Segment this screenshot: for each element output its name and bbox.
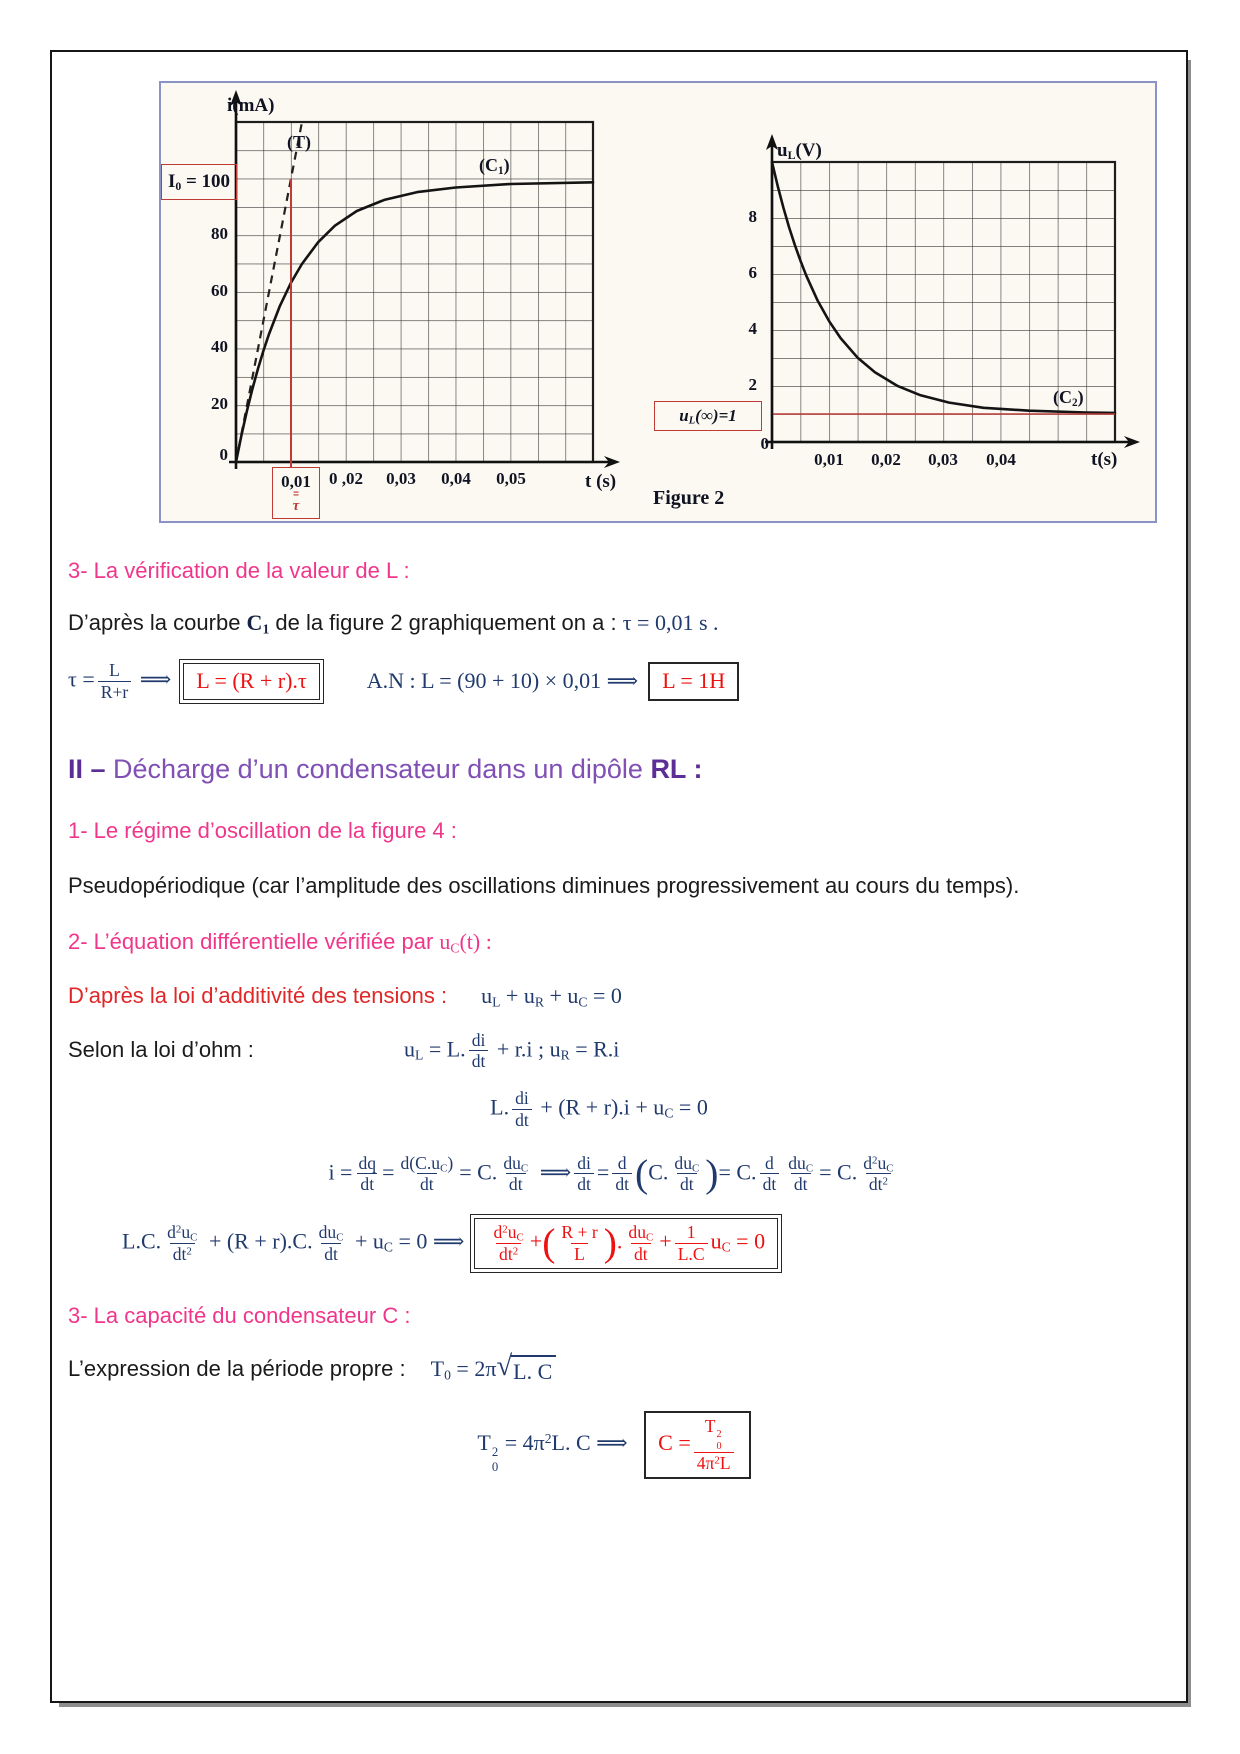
- row-additivite: [68, 981, 1160, 1012]
- tau-tick-box: [272, 467, 320, 519]
- curve-c2-label: $(C_2)$: [1053, 387, 1084, 409]
- i0-value-box: [161, 164, 237, 200]
- right-ytick-6: 6: [748, 263, 757, 282]
- periode-equation: $T_0 = 2\pi$ √ L. C: [426, 1356, 557, 1381]
- left-xtick-002: 0 ,02: [329, 469, 363, 488]
- right-ytick-0: 0: [760, 434, 769, 453]
- tangent-label: (T): [287, 132, 311, 152]
- additivite-equation: $u_L + u_R + u_C = 0$: [481, 982, 622, 1010]
- formula-box-capacite: C = T 2 0 $4\pi^2L$: [644, 1411, 750, 1479]
- heading-eqdiff-text: 2- L’équation différentielle vérifiée par: [68, 929, 440, 955]
- formula-box-equation-differentielle: $\frac{d^2u_C}{dt^2}$ +( $\frac{R + r}{L}$ ). $du_C$ dt + $\frac{1}{L.C}$ $u_C = 0$: [474, 1218, 778, 1269]
- left-y-axis-label: i(mA): [227, 95, 275, 116]
- additivite-label: D’après la loi d’additivité des tensions :: [68, 982, 448, 1008]
- heading-II-numeral: II –: [68, 753, 106, 784]
- document-page: [50, 50, 1188, 1703]
- row-loi-ohm: [68, 1030, 1160, 1073]
- left-xtick-003: 0,03: [386, 469, 416, 488]
- right-ytick-8: 8: [748, 207, 757, 226]
- tau-equals: =: [293, 489, 299, 501]
- paragraph-courbe-mid: de la figure 2 graphiquement on a :: [269, 609, 623, 635]
- heading-equation-differentielle: [68, 928, 1160, 957]
- eq-tau-lhs: τ = $\frac{L}{R+r}$ ⟹: [68, 660, 172, 703]
- left-ytick-80: 80: [211, 224, 228, 243]
- tau-value-text: τ = 0,01 s .: [622, 609, 719, 635]
- eq-T0-lhs: T 2 0 = $4\pi^2L$. C ⟹: [477, 1430, 628, 1475]
- left-ytick-60: 60: [211, 281, 228, 300]
- periode-label: L’expression de la période propre :: [68, 1356, 406, 1382]
- right-xtick-002: 0,02: [871, 450, 901, 469]
- figure-2-panel: [159, 81, 1157, 523]
- right-y-axis-label: $u_L(V)$: [777, 140, 822, 162]
- uL-infinity-box: [654, 401, 762, 431]
- left-ytick-40: 40: [211, 337, 228, 356]
- ohm-label: Selon la loi d’ohm :: [68, 1037, 254, 1063]
- equation-tau-row: [68, 656, 1160, 707]
- left-ytick-20: 20: [211, 394, 228, 413]
- c1-symbol: $C_1$: [246, 609, 270, 636]
- equation-capacite-row: [68, 1411, 1160, 1479]
- heading-II-title: Décharge d’un condensateur dans un dipôle: [105, 753, 651, 784]
- figure-caption: Figure 2: [653, 487, 725, 509]
- equation-loi-mailles: L. $\frac{di}{dt}$ + $(R + r).i + u_C = 0$: [490, 1088, 708, 1130]
- paragraph-pseudoperiodique: Pseudopériodique (car l’amplitude des oscillations diminues progressivement au cours du temps).: [68, 873, 1020, 899]
- heading-II-RL: RL :: [650, 753, 703, 784]
- ohm-equation: $u_L = L$. $\frac{di}{dt}$ + r.i ; $u_R = R.i$: [404, 1029, 620, 1072]
- left-x-axis-label: t (s): [585, 471, 617, 492]
- right-ytick-4: 4: [748, 319, 757, 338]
- heading-section-II: [68, 753, 1160, 787]
- heading-capacite: 3- La capacité du condensateur C :: [68, 1302, 411, 1328]
- curve-c1-label: $(C_1)$: [479, 155, 510, 177]
- tau-tick-value: 0,01: [281, 471, 311, 491]
- right-ytick-2: 2: [748, 375, 757, 394]
- left-grid: [236, 122, 593, 462]
- eq-tau-application-numerique: A.N : L = (90 + 10) × 0,01 ⟹: [366, 668, 639, 694]
- paragraph-courbe-before: D’après la courbe: [68, 609, 247, 635]
- equation-courant-derivee: i = $\frac{dq}{dt}$ = $\frac{d(C.u_C)}{dt}$ = C. $du_C$ dt ⟹ $\frac{di}{dt}$ = $\frac{d}{dt}$ (C. $du_C$ dt )= C. $\frac{d}{dt}$ $du_C$ dt = C. $\frac{d^2u_C}{dt^2}$: [328, 1150, 894, 1195]
- heading-eqdiff-ucT: $u_C(t)$ :: [439, 929, 492, 956]
- equation-differentielle-row: [122, 1211, 1160, 1276]
- i0-value: $I_0 = 100$: [167, 171, 231, 194]
- left-ytick-0: 0: [219, 445, 228, 464]
- right-xtick-004: 0,04: [986, 450, 1016, 469]
- right-xtick-003: 0,03: [928, 450, 958, 469]
- eq-diff-lhs: L.C. $\frac{d^2u_C}{dt^2}$ + (R + r).C. $du_C$ dt + $u_C = 0$ ⟹: [122, 1222, 465, 1264]
- formula-box-L-value: L = 1H: [648, 662, 739, 701]
- uL-infinity-value: $u_L(\infty)=1$: [679, 406, 737, 428]
- heading-regime: 1- Le régime d’oscillation de la figure 4 :: [68, 817, 457, 843]
- row-periode-propre: [68, 1351, 1160, 1387]
- left-xtick-005: 0,05: [496, 469, 526, 488]
- heading-verification-L: 3- La vérification de la valeur de L :: [68, 558, 410, 583]
- right-xtick-001: 0,01: [814, 450, 844, 469]
- right-x-axis-label: t(s): [1091, 449, 1118, 470]
- formula-box-L-expression: L = (R + r).τ: [183, 663, 319, 700]
- tau-symbol: τ: [292, 498, 300, 515]
- paragraph-courbe-c1: [68, 608, 1160, 639]
- left-xtick-004: 0,04: [441, 469, 471, 488]
